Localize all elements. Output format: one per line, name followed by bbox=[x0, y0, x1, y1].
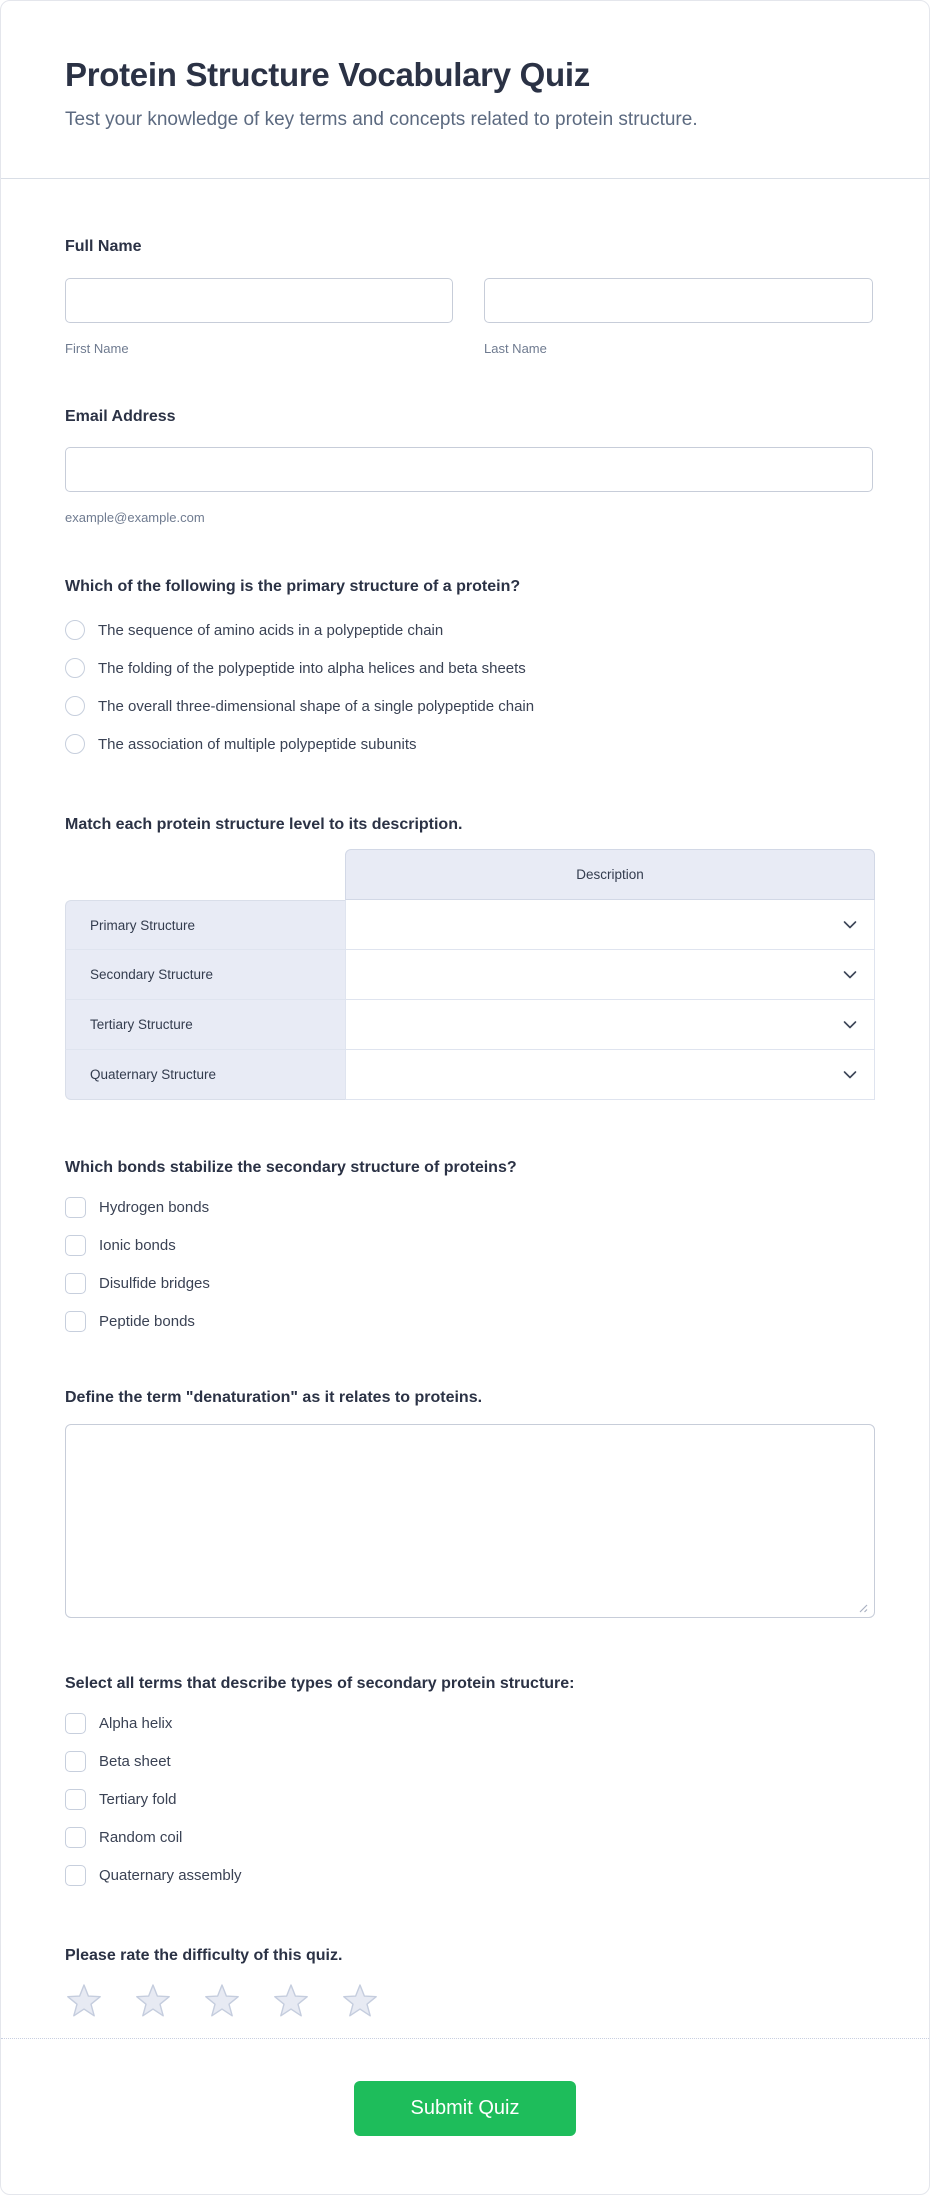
star-icon[interactable] bbox=[341, 1982, 379, 2020]
match-select-quaternary-structure[interactable] bbox=[345, 1050, 875, 1100]
first-name-field-group bbox=[65, 278, 453, 357]
chevron-down-icon bbox=[843, 920, 857, 929]
submit-quiz-button[interactable]: Submit Quiz bbox=[354, 2081, 576, 2136]
name-fields-row bbox=[65, 278, 873, 357]
chevron-down-icon bbox=[843, 970, 857, 979]
checkbox-icon[interactable] bbox=[65, 1713, 86, 1734]
checkbox-icon[interactable] bbox=[65, 1235, 86, 1256]
question-text: Which bonds stabilize the secondary structure of proteins? bbox=[65, 1159, 517, 1176]
email-question bbox=[65, 405, 873, 526]
resize-handle-icon[interactable] bbox=[857, 1602, 868, 1613]
email-label: Email Address bbox=[65, 408, 176, 425]
table-column-header: Description bbox=[345, 849, 875, 900]
radio-option-label: The sequence of amino acids in a polypeptide chain bbox=[98, 621, 444, 639]
checkbox-option-row[interactable] bbox=[65, 1780, 873, 1818]
match-select-tertiary-structure[interactable] bbox=[345, 1000, 875, 1050]
checkbox-option-label: Ionic bonds bbox=[99, 1236, 176, 1254]
form-header bbox=[1, 1, 929, 179]
star-icon[interactable] bbox=[272, 1982, 310, 2020]
checkbox-option-label: Hydrogen bonds bbox=[99, 1198, 210, 1216]
page-title: Protein Structure Vocabulary Quiz bbox=[65, 56, 590, 93]
checkbox-option-label: Random coil bbox=[99, 1828, 183, 1846]
first-name-sublabel: First Name bbox=[65, 341, 129, 356]
checkbox-icon[interactable] bbox=[65, 1827, 86, 1848]
table-row-label: Primary Structure bbox=[65, 900, 345, 950]
checkbox-icon[interactable] bbox=[65, 1273, 86, 1294]
table-corner-cell bbox=[65, 849, 345, 900]
first-name-input[interactable] bbox=[65, 278, 453, 323]
checkbox-option-row[interactable] bbox=[65, 1818, 873, 1856]
checkbox-option-label: Disulfide bridges bbox=[99, 1274, 210, 1292]
radio-option-label: The association of multiple polypeptide subunits bbox=[98, 735, 417, 753]
table-row-label: Tertiary Structure bbox=[65, 1000, 345, 1050]
last-name-sublabel: Last Name bbox=[484, 341, 547, 356]
match-select-primary-structure[interactable] bbox=[345, 900, 875, 950]
radio-option-row[interactable] bbox=[65, 725, 873, 763]
checkbox-options bbox=[65, 1704, 873, 1894]
email-input[interactable] bbox=[65, 447, 873, 492]
matching-table bbox=[65, 849, 875, 1100]
checkbox-option-row[interactable] bbox=[65, 1856, 873, 1894]
checkbox-option-label: Peptide bonds bbox=[99, 1312, 195, 1330]
form-body bbox=[1, 235, 929, 2020]
checkbox-option-label: Quaternary assembly bbox=[99, 1866, 242, 1884]
radio-option-label: The folding of the polypeptide into alpha helices and beta sheets bbox=[98, 659, 526, 677]
full-name-question bbox=[65, 235, 873, 357]
page-subtitle: Test your knowledge of key terms and concepts related to protein structure. bbox=[65, 109, 698, 130]
star-rating bbox=[65, 1982, 873, 2020]
checkbox-option-row[interactable] bbox=[65, 1264, 873, 1302]
question-text: Please rate the difficulty of this quiz. bbox=[65, 1947, 343, 1964]
match-select-secondary-structure[interactable] bbox=[345, 950, 875, 1000]
denaturation-textarea[interactable] bbox=[65, 1424, 875, 1618]
full-name-label: Full Name bbox=[65, 238, 142, 255]
submit-section-divider bbox=[1, 2038, 929, 2039]
checkbox-icon[interactable] bbox=[65, 1197, 86, 1218]
radio-button-icon[interactable] bbox=[65, 696, 85, 716]
denaturation-question bbox=[65, 1386, 873, 1618]
question-text: Which of the following is the primary structure of a protein? bbox=[65, 578, 521, 595]
match-structure-question bbox=[65, 813, 873, 1100]
table-row-label: Secondary Structure bbox=[65, 950, 345, 1000]
checkbox-icon[interactable] bbox=[65, 1751, 86, 1772]
checkbox-option-label: Tertiary fold bbox=[99, 1790, 177, 1808]
checkbox-option-row[interactable] bbox=[65, 1226, 873, 1264]
table-row-label: Quaternary Structure bbox=[65, 1050, 345, 1100]
question-text: Match each protein structure level to its description. bbox=[65, 816, 463, 833]
radio-option-row[interactable] bbox=[65, 611, 873, 649]
difficulty-rating-question bbox=[65, 1944, 873, 2020]
chevron-down-icon bbox=[843, 1070, 857, 1079]
radio-button-icon[interactable] bbox=[65, 620, 85, 640]
checkbox-option-row[interactable] bbox=[65, 1742, 873, 1780]
checkbox-options bbox=[65, 1188, 873, 1340]
textarea-wrapper bbox=[65, 1424, 873, 1618]
last-name-input[interactable] bbox=[484, 278, 873, 323]
checkbox-icon[interactable] bbox=[65, 1311, 86, 1332]
submit-area bbox=[1, 2047, 929, 2194]
radio-option-row[interactable] bbox=[65, 687, 873, 725]
checkbox-option-row[interactable] bbox=[65, 1704, 873, 1742]
last-name-field-group bbox=[484, 278, 873, 357]
checkbox-option-label: Beta sheet bbox=[99, 1752, 171, 1770]
checkbox-option-row[interactable] bbox=[65, 1302, 873, 1340]
chevron-down-icon bbox=[843, 1020, 857, 1029]
star-icon[interactable] bbox=[134, 1982, 172, 2020]
radio-button-icon[interactable] bbox=[65, 658, 85, 678]
star-icon[interactable] bbox=[203, 1982, 241, 2020]
checkbox-icon[interactable] bbox=[65, 1789, 86, 1810]
question-text: Define the term "denaturation" as it relates to proteins. bbox=[65, 1389, 483, 1406]
radio-option-label: The overall three-dimensional shape of a single polypeptide chain bbox=[98, 697, 535, 715]
question-text: Select all terms that describe types of secondary protein structure: bbox=[65, 1675, 575, 1692]
checkbox-option-row[interactable] bbox=[65, 1188, 873, 1226]
bonds-question bbox=[65, 1156, 873, 1340]
secondary-terms-question bbox=[65, 1672, 873, 1894]
radio-button-icon[interactable] bbox=[65, 734, 85, 754]
radio-options bbox=[65, 611, 873, 763]
radio-option-row[interactable] bbox=[65, 649, 873, 687]
email-sublabel: example@example.com bbox=[65, 510, 205, 525]
checkbox-option-label: Alpha helix bbox=[99, 1714, 173, 1732]
checkbox-icon[interactable] bbox=[65, 1865, 86, 1886]
star-icon[interactable] bbox=[65, 1982, 103, 2020]
primary-structure-question bbox=[65, 575, 873, 763]
